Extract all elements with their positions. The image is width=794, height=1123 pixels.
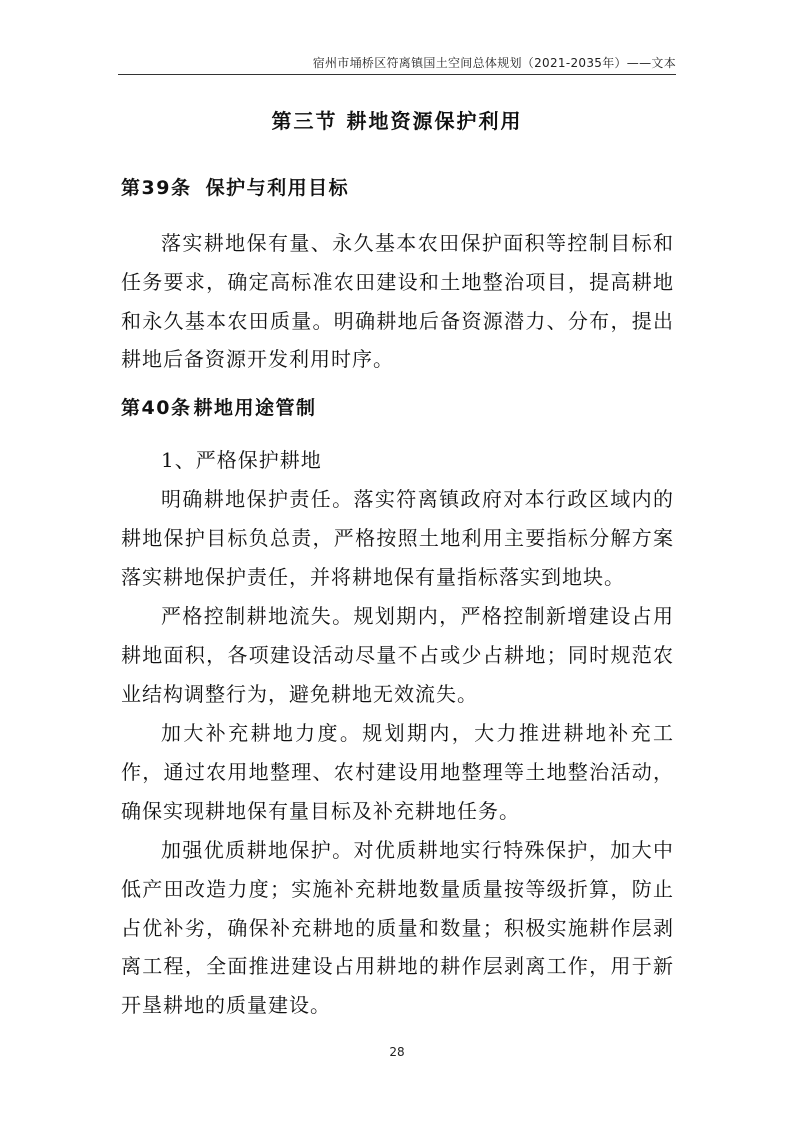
page-number: 28 [389, 1045, 405, 1059]
section-title: 第三节 耕地资源保护利用 [271, 109, 523, 133]
paragraph-quality-protection: 加强优质耕地保护。对优质耕地实行特殊保护，加大中低产田改造力度；实施补充耕地数量质量按等级折算，防止占优补劣，确保补充耕地的质量和数量；积极实施耕作层剥离工程，全面推进建设占用耕地的耕作层剥离工作，用于新开垦耕地的质量建设。 [121, 838, 674, 1018]
paragraph-control-loss: 严格控制耕地流失。规划期内，严格控制新增建设占用耕地面积，各项建设活动尽量不占或少占耕地；同时规范农业结构调整行为，避免耕地无效流失。 [121, 604, 674, 706]
article-40-title: 耕地用途管制 [193, 397, 317, 419]
article-40-number: 第40条 [121, 397, 192, 419]
article-40-item-1: 1、严格保护耕地 [161, 448, 322, 472]
page-header [118, 54, 676, 75]
article-40-heading [121, 393, 316, 423]
paragraph-supplement-farmland: 加大补充耕地力度。规划期内，大力推进耕地补充工作，通过农用地整理、农村建设用地整理等土地整治活动，确保实现耕地保有量目标及补充耕地任务。 [121, 721, 674, 823]
header-text: 宿州市埇桥区符离镇国土空间总体规划（2021-2035年）——文本 [312, 56, 676, 70]
article-39-heading [121, 173, 349, 203]
article-39-number: 第39条 [121, 177, 192, 199]
article-39-title: 保护与利用目标 [205, 177, 350, 199]
paragraph-protection-responsibility: 明确耕地保护责任。落实符离镇政府对本行政区域内的耕地保护目标负总责，严格按照土地利用主要指标分解方案落实耕地保护责任，并将耕地保有量指标落实到地块。 [121, 487, 674, 589]
article-39-paragraph: 落实耕地保有量、永久基本农田保护面积等控制目标和任务要求，确定高标准农田建设和土地整治项目，提高耕地和永久基本农田质量。明确耕地后备资源潜力、分布，提出耕地后备资源开发利用时序。 [121, 231, 674, 372]
